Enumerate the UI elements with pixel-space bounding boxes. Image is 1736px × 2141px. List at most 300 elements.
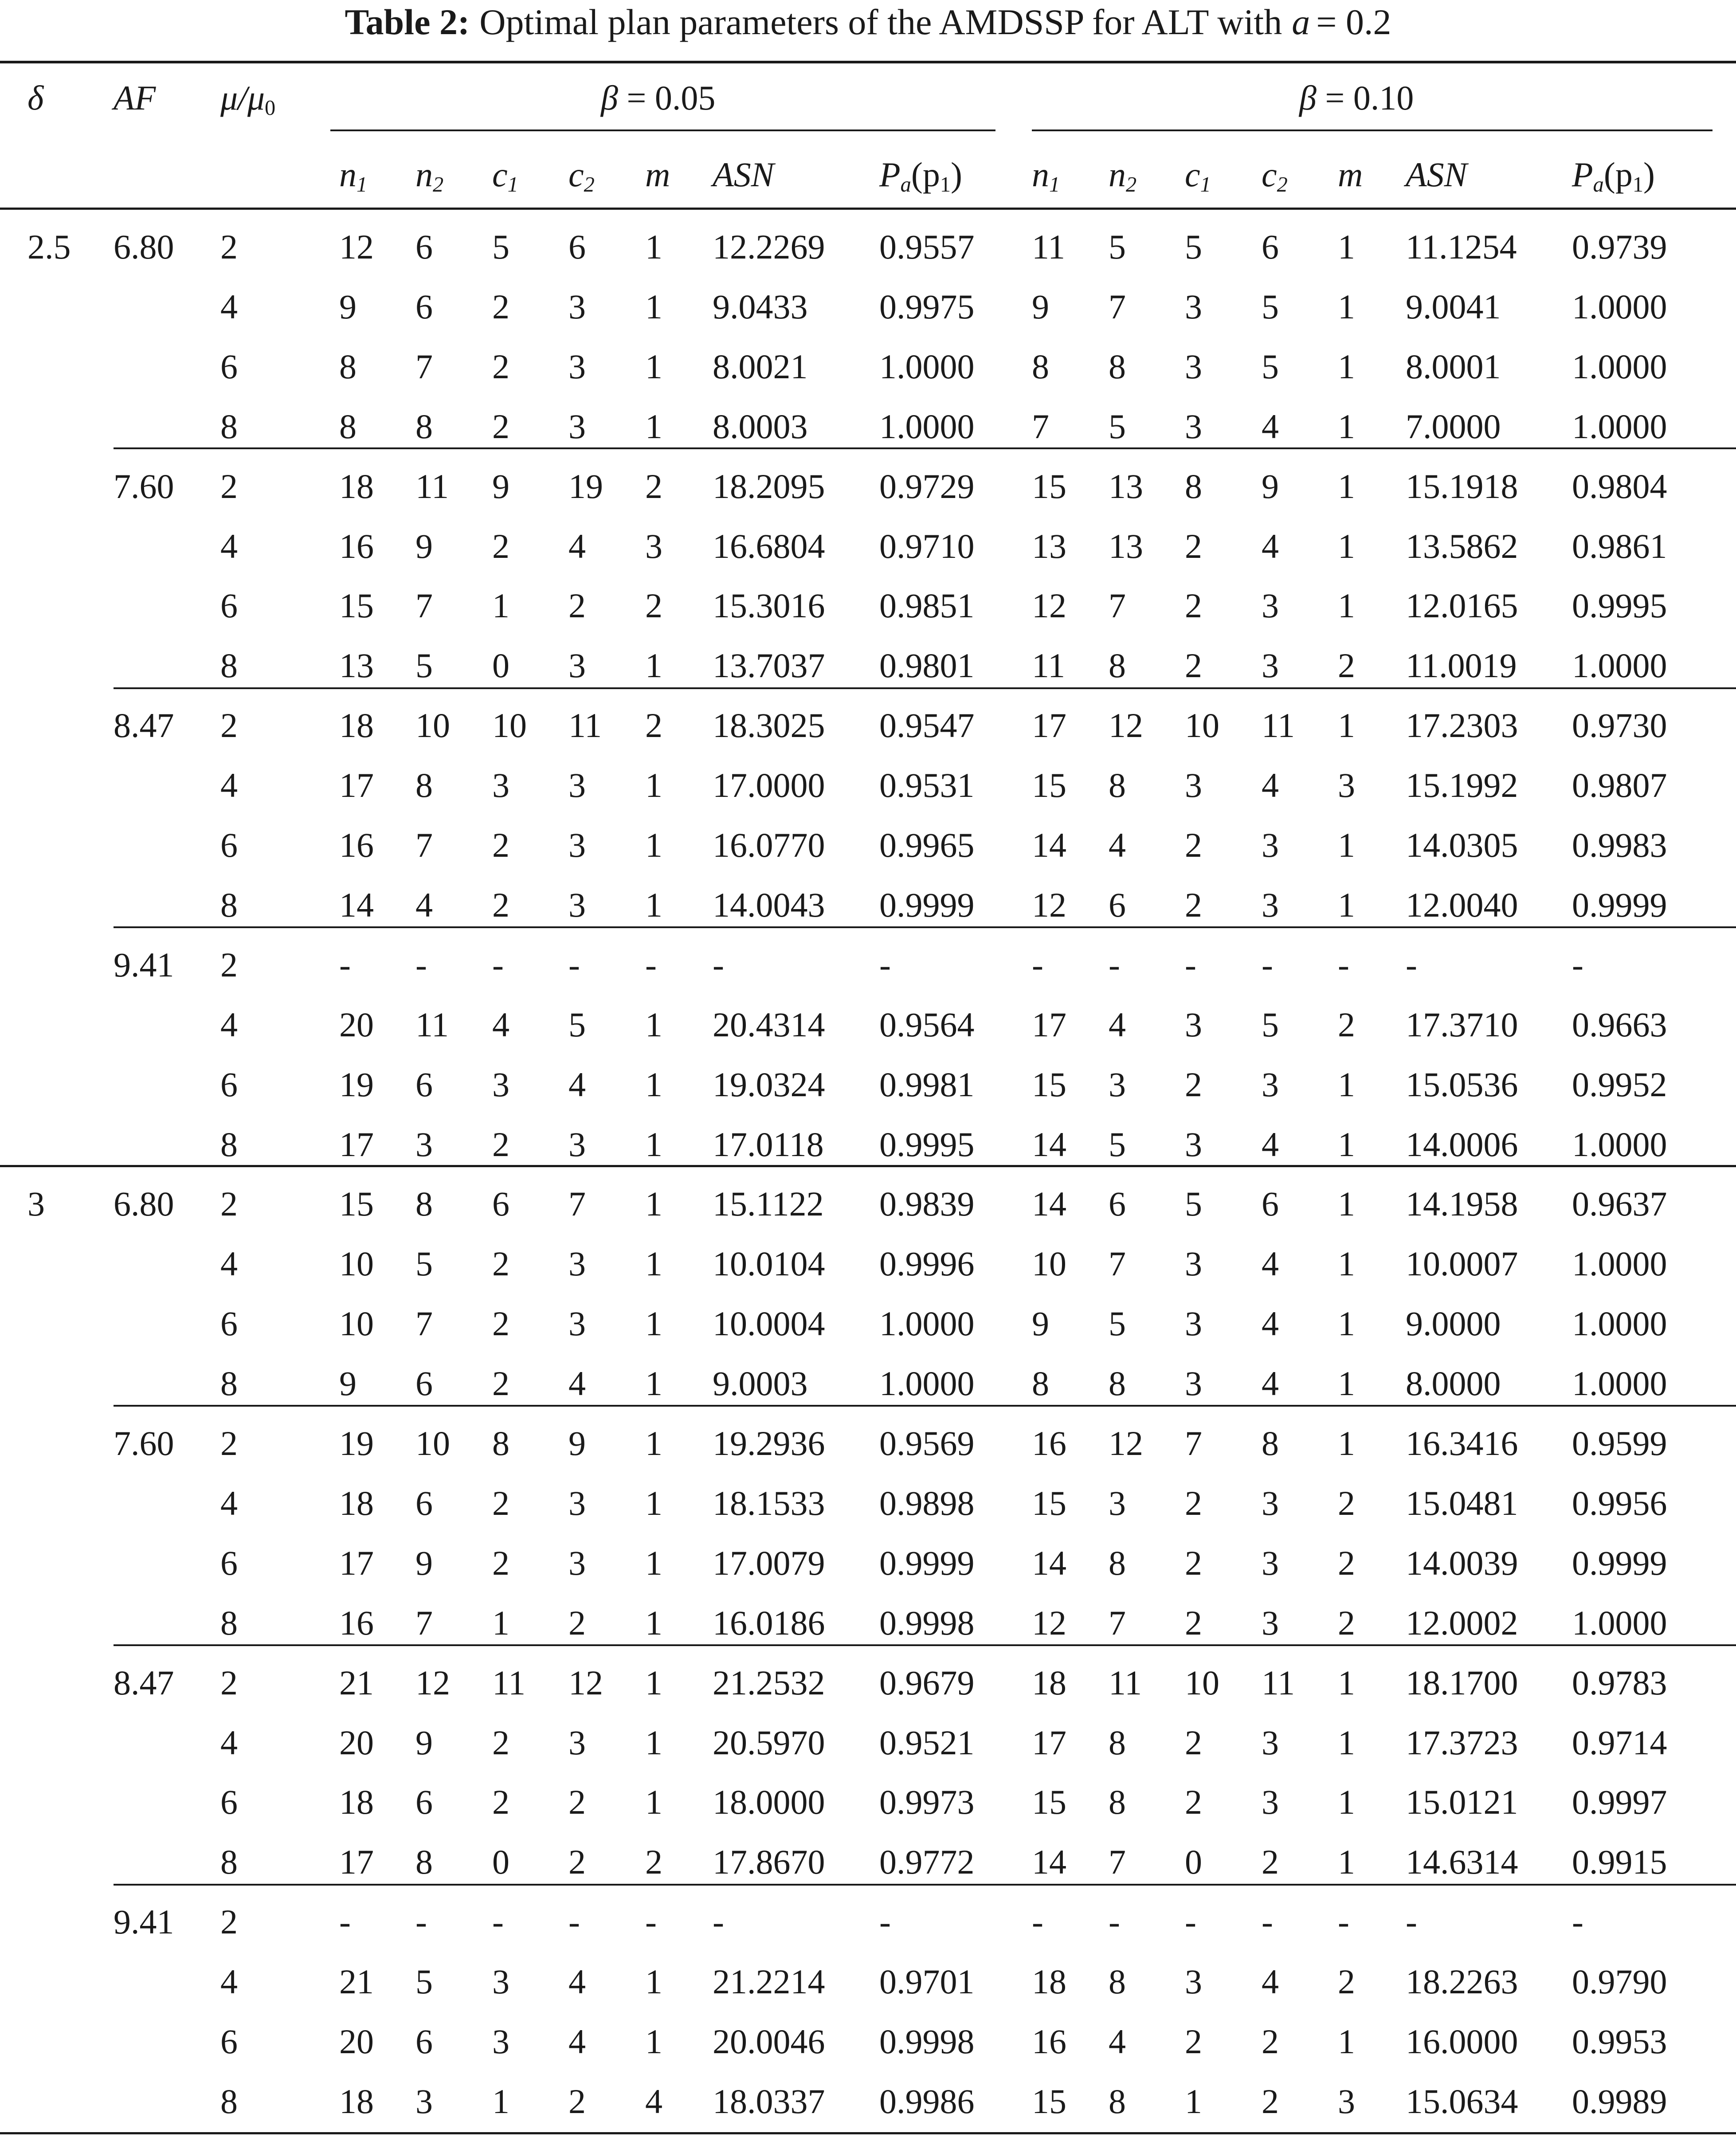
table-cell: 1 (1338, 1723, 1355, 1762)
table-cell: 14 (1032, 1125, 1066, 1164)
table-cell: 3 (1262, 1544, 1279, 1582)
table-cell: 3 (1185, 1364, 1202, 1403)
table-cell: 17 (339, 1125, 374, 1164)
table-cell: 0.9663 (1572, 1005, 1667, 1044)
table-cell: 2 (1262, 2082, 1279, 2121)
table-cell: 8.0021 (713, 347, 808, 386)
table-cell: 8 (1109, 646, 1126, 685)
table-cell: 11 (568, 706, 602, 745)
table-cell: 7 (415, 586, 433, 625)
table-cell: 4 (1262, 1364, 1279, 1403)
table-cell: 1 (1338, 287, 1355, 326)
table-cell: 3 (568, 826, 586, 864)
table-cell: 2 (1185, 826, 1202, 864)
table-cell: 1 (645, 1962, 662, 2001)
table-cell: 1.0000 (1572, 287, 1667, 326)
table-cell: 19 (339, 1065, 374, 1104)
table-cell: 8 (220, 1364, 238, 1403)
table-cell: 8.0003 (713, 407, 808, 446)
table-cell: 0.9861 (1572, 527, 1667, 565)
table-cell: 10 (1032, 1244, 1066, 1283)
table-cell: 8 (1262, 1424, 1279, 1463)
table-cell: 8 (415, 407, 433, 446)
table-cell: 1 (645, 826, 662, 864)
table-cell: 3 (415, 2082, 433, 2121)
table-cell: - (568, 945, 580, 984)
table-cell: 0.9739 (1572, 227, 1667, 266)
table-cell: 1 (492, 1604, 509, 1642)
table-cell: 4 (645, 2082, 662, 2121)
table-cell: 15 (1032, 1065, 1066, 1104)
table-cell: 2 (492, 1723, 509, 1762)
table-cell: 2 (492, 407, 509, 446)
table-cell: 0.9995 (1572, 586, 1667, 625)
table-cell: - (1338, 1902, 1349, 1941)
table-cell: 16 (339, 826, 374, 864)
table-cell: 6 (415, 1065, 433, 1104)
table-cell: 1 (645, 227, 662, 266)
table-cell: 6 (415, 287, 433, 326)
table-cell: 8 (220, 1125, 238, 1164)
table-cell: - (415, 945, 427, 984)
table-cell: 4 (1262, 527, 1279, 565)
table-cell: 2 (1185, 646, 1202, 685)
table-cell: 1.0000 (1572, 1244, 1667, 1283)
table-cell: 1.0000 (1572, 347, 1667, 386)
table-cell: 5 (1262, 1005, 1279, 1044)
table-cell: 18.2263 (1406, 1962, 1518, 2001)
table-cell: 18.1533 (713, 1484, 825, 1522)
table-cell: 1 (1338, 527, 1355, 565)
table-cell: 1 (645, 1304, 662, 1343)
table-cell: 8 (220, 1604, 238, 1642)
table-cell: 4 (492, 1005, 509, 1044)
table-cell: 1 (1338, 2022, 1355, 2061)
table-cell: 3 (645, 527, 662, 565)
table-cell: 9.0433 (713, 287, 808, 326)
table-cell: 14.0006 (1406, 1125, 1518, 1164)
table-cell: 14 (1032, 1544, 1066, 1582)
table-cell: 4 (220, 1962, 238, 2001)
table-cell: 4 (220, 1244, 238, 1283)
table-cell: 8 (1185, 467, 1202, 506)
table-cell: 3 (568, 1723, 586, 1762)
table-cell: 15.1992 (1406, 766, 1518, 804)
table-cell: 2 (645, 467, 662, 506)
table-cell: 4 (415, 886, 433, 924)
table-cell: 0.9965 (879, 826, 975, 864)
table-cell: 1.0000 (1572, 646, 1667, 685)
table-cell: 8 (220, 1843, 238, 1881)
table-cell: 2 (1185, 1604, 1202, 1642)
table-cell: 1 (1338, 1843, 1355, 1881)
table-cell: - (1572, 1902, 1583, 1941)
table-cell: - (339, 1902, 351, 1941)
table-cell: 15 (1032, 766, 1066, 804)
table-cell: 12 (339, 227, 374, 266)
table-cell: 1 (645, 1663, 662, 1702)
table-cell: 18.2095 (713, 467, 825, 506)
table-cell: - (1338, 945, 1349, 984)
table-cell: 10 (415, 706, 450, 745)
table-cell: 3 (1338, 766, 1355, 804)
table-cell: 8 (1109, 1783, 1126, 1821)
table-cell: 2 (220, 1184, 238, 1223)
table-cell: 14 (1032, 1843, 1066, 1881)
table-cell: 6 (220, 826, 238, 864)
table-cell: 0.9953 (1572, 2022, 1667, 2061)
table-cell: 7 (1109, 1244, 1126, 1283)
table-cell: 18 (339, 2082, 374, 2121)
table-cell: 4 (220, 1484, 238, 1522)
table-cell: 4 (1262, 1304, 1279, 1343)
table-cell: - (645, 1902, 657, 1941)
table-cell: 12 (1109, 706, 1143, 745)
table-cell: 2 (645, 706, 662, 745)
table-cell: 3 (568, 1484, 586, 1522)
table-cell: 2 (1185, 1723, 1202, 1762)
table-cell: 3 (1185, 766, 1202, 804)
table-cell: 3 (1109, 1065, 1126, 1104)
table-cell: 3 (1185, 1244, 1202, 1283)
table-cell: 19 (568, 467, 603, 506)
table-cell: 19.0324 (713, 1065, 825, 1104)
table-cell: 8 (339, 347, 357, 386)
table-cell: - (645, 945, 657, 984)
table-cell: - (879, 1902, 891, 1941)
group-rule (114, 1884, 1736, 1886)
table-cell: 2 (1338, 1005, 1355, 1044)
table-cell: 1.0000 (1572, 1604, 1667, 1642)
table-cell: 1.0000 (1572, 407, 1667, 446)
table-cell: 9 (568, 1424, 586, 1463)
table-cell: 3 (568, 1304, 586, 1343)
table-cell: 19 (339, 1424, 374, 1463)
header-mu-ratio: $\mu/\mu_0$ (220, 78, 276, 120)
table-cell: 0.9804 (1572, 467, 1667, 506)
table-cell: 4 (568, 527, 586, 565)
header-beta-005: β = 0.05 (601, 78, 716, 117)
table-cell: 5 (1109, 1304, 1126, 1343)
col-header-n1-b005: $n_1$ (339, 155, 368, 197)
table-cell: 20 (339, 1005, 374, 1044)
table-cell: 1 (645, 1005, 662, 1044)
table-cell: 3 (1262, 1783, 1279, 1821)
table-cell: 0.9783 (1572, 1663, 1667, 1702)
table-cell: 12 (1109, 1424, 1143, 1463)
table-cell: 15.0481 (1406, 1484, 1518, 1522)
table-cell: 3 (1185, 1125, 1202, 1164)
table-cell: 14.1958 (1406, 1184, 1518, 1223)
table-cell: 3 (568, 1125, 586, 1164)
table-cell: 11 (415, 1005, 449, 1044)
table-cell: 10 (415, 1424, 450, 1463)
table-cell: 5 (415, 1962, 433, 2001)
table-cell: 3 (27, 1184, 45, 1223)
table-cell: 1 (645, 1723, 662, 1762)
table-cell: 2 (568, 1843, 586, 1881)
table-cell: 17.0118 (713, 1125, 824, 1164)
table-cell: 8 (220, 646, 238, 685)
table-cell: 2 (1338, 1962, 1355, 2001)
table-cell: 1 (645, 1364, 662, 1403)
table-cell: 19.2936 (713, 1424, 825, 1463)
table-cell: 1.0000 (879, 1364, 975, 1403)
table-cell: 17 (1032, 1723, 1066, 1762)
table-cell: 0.9772 (879, 1843, 975, 1881)
table-cell: 12 (1032, 586, 1066, 625)
table-cell: 15.3016 (713, 586, 825, 625)
table-cell: 2 (1185, 1065, 1202, 1104)
table-cell: 8 (415, 766, 433, 804)
table-cell: 1.0000 (1572, 1304, 1667, 1343)
table-cell: 0.9564 (879, 1005, 975, 1044)
table-cell: 8 (339, 407, 357, 446)
table-cell: 16.0186 (713, 1604, 825, 1642)
table-cell: 9 (1032, 1304, 1049, 1343)
table-cell: 2 (492, 527, 509, 565)
table-cell: 4 (1109, 826, 1126, 864)
table-cell: 9.0000 (1406, 1304, 1501, 1343)
table-cell: 0.9807 (1572, 766, 1667, 804)
top-rule (0, 61, 1736, 63)
table-cell: 1 (1338, 1304, 1355, 1343)
table-cell: 2 (492, 347, 509, 386)
table-cell: 6 (415, 227, 433, 266)
table-cell: 9.41 (114, 945, 174, 984)
table-cell: 6.80 (114, 1184, 174, 1223)
table-cell: 7.60 (114, 467, 174, 506)
table-cell: 17 (339, 766, 374, 804)
table-cell: 5 (415, 1244, 433, 1283)
table-cell: 2.5 (27, 227, 71, 266)
table-cell: 7 (1109, 1843, 1126, 1881)
table-cell: 1 (645, 1783, 662, 1821)
table-cell: 8 (1109, 766, 1126, 804)
table-cell: 10.0007 (1406, 1244, 1518, 1283)
table-cell: 9 (415, 1723, 433, 1762)
col-header-n2-b005: $n_2$ (415, 155, 444, 197)
table-cell: 21 (339, 1663, 374, 1702)
table-cell: 1 (1338, 1783, 1355, 1821)
table-cell: 9 (339, 287, 357, 326)
table-cell: 1 (1338, 1184, 1355, 1223)
table-cell: 15.1122 (713, 1184, 824, 1223)
table-cell: 2 (492, 1125, 509, 1164)
table-cell: 2 (220, 945, 238, 984)
table-cell: 7 (1032, 407, 1049, 446)
bottom-rule (0, 2132, 1736, 2134)
table-cell: 0.9679 (879, 1663, 975, 1702)
table-cell: 11 (1032, 227, 1066, 266)
col-header-m-b010: m (1338, 155, 1363, 194)
table-cell: 6 (1109, 886, 1126, 924)
table-cell: - (1262, 945, 1273, 984)
table-cell: 1 (492, 586, 509, 625)
table-cell: 0.9986 (879, 2082, 975, 2121)
table-cell: 4 (1262, 1962, 1279, 2001)
header-af: AF (114, 78, 156, 117)
table-cell: 1 (645, 1544, 662, 1582)
table-cell: 5 (415, 646, 433, 685)
table-cell: - (415, 1902, 427, 1941)
table-cell: 11.0019 (1406, 646, 1517, 685)
group-rule (114, 1644, 1736, 1646)
header-bottom-rule (0, 208, 1736, 210)
table-cell: 4 (1262, 407, 1279, 446)
table-cell: 12 (415, 1663, 450, 1702)
table-cell: 20 (339, 1723, 374, 1762)
table-cell: 8 (492, 1424, 509, 1463)
table-cell: 14.0039 (1406, 1544, 1518, 1582)
table-cell: 15 (1032, 467, 1066, 506)
table-cell: 1 (1338, 706, 1355, 745)
table-cell: 1 (1338, 886, 1355, 924)
table-cell: 8 (220, 407, 238, 446)
table-cell: 2 (1185, 586, 1202, 625)
table-cell: 11 (1109, 1663, 1142, 1702)
table-cell: 3 (1338, 2082, 1355, 2121)
table-cell: 16 (339, 1604, 374, 1642)
caption-param-value: = 0.2 (1316, 2, 1391, 42)
table-cell: 10.0104 (713, 1244, 825, 1283)
table-cell: 0.9999 (879, 1544, 975, 1582)
table-cell: 10 (1185, 706, 1219, 745)
header-delta: δ (27, 78, 44, 117)
table-cell: 1.0000 (1572, 1364, 1667, 1403)
table-cell: 11 (1262, 706, 1295, 745)
table-cell: - (1406, 1902, 1417, 1941)
group-rule (114, 926, 1736, 928)
col-header-pa-b010: $P_a(p_1)$ (1572, 155, 1655, 197)
table-cell: 2 (568, 586, 586, 625)
table-cell: 6.80 (114, 227, 174, 266)
table-cell: 2 (568, 1604, 586, 1642)
table-cell: - (1406, 945, 1417, 984)
table-cell: 16.3416 (1406, 1424, 1518, 1463)
table-cell: 0.9998 (879, 1604, 975, 1642)
table-cell: 16 (1032, 1424, 1066, 1463)
table-cell: 1 (645, 1065, 662, 1104)
table-cell: 1.0000 (879, 1304, 975, 1343)
table-cell: 9.41 (114, 1902, 174, 1941)
table-cell: 18 (339, 1484, 374, 1522)
table-cell: 4 (220, 527, 238, 565)
table-cell: 0.9989 (1572, 2082, 1667, 2121)
table-cell: 4 (220, 287, 238, 326)
table-cell: 6 (220, 586, 238, 625)
table-cell: 21.2214 (713, 1962, 825, 2001)
table-cell: 0.9801 (879, 646, 975, 685)
table-cell: 1.0000 (879, 347, 975, 386)
table-cell: 6 (1262, 227, 1279, 266)
table-cell: 1 (1338, 347, 1355, 386)
table-cell: 11.1254 (1406, 227, 1517, 266)
table-cell: 0.9981 (879, 1065, 975, 1104)
table-cell: 7 (415, 826, 433, 864)
table-cell: - (492, 945, 504, 984)
table-cell: 3 (1185, 1304, 1202, 1343)
table-cell: 0.9956 (1572, 1484, 1667, 1522)
table-cell: 18.3025 (713, 706, 825, 745)
table-cell: 7 (415, 1304, 433, 1343)
table-cell: 0.9983 (1572, 826, 1667, 864)
table-cell: 5 (1262, 287, 1279, 326)
table-cell: 17 (1032, 1005, 1066, 1044)
table-cell: 16.6804 (713, 527, 825, 565)
table-cell: 1 (1338, 1125, 1355, 1164)
table-cell: 2 (1338, 1544, 1355, 1582)
table-cell: 0.9915 (1572, 1843, 1667, 1881)
table-cell: 14.0043 (713, 886, 825, 924)
table-cell: 0.9898 (879, 1484, 975, 1522)
table-cell: 17 (1032, 706, 1066, 745)
table-cell: 4 (1109, 2022, 1126, 2061)
table-cell: 0.9531 (879, 766, 975, 804)
table-cell: 12.0165 (1406, 586, 1518, 625)
table-cell: 3 (1185, 407, 1202, 446)
table-cell: 2 (220, 467, 238, 506)
table-cell: 6 (415, 2022, 433, 2061)
table-cell: 4 (1262, 1244, 1279, 1283)
table-cell: 7 (1109, 287, 1126, 326)
table-cell: 3 (492, 1962, 509, 2001)
table-cell: 12.0002 (1406, 1604, 1518, 1642)
table-cell: 1 (1338, 467, 1355, 506)
table-cell: 0.9637 (1572, 1184, 1667, 1223)
col-header-n2-b010: $n_2$ (1109, 155, 1137, 197)
table-cell: 8 (1109, 1723, 1126, 1762)
table-cell: 1 (645, 347, 662, 386)
table-cell: 15.0536 (1406, 1065, 1518, 1104)
table-cell: 2 (220, 227, 238, 266)
table-cell: 2 (1185, 2022, 1202, 2061)
table-cell: 14 (1032, 1184, 1066, 1223)
col-header-asn-b005: ASN (713, 155, 774, 194)
table-cell: 8 (1109, 1962, 1126, 2001)
table-cell: 1 (645, 407, 662, 446)
table-cell: 18.0000 (713, 1783, 825, 1821)
table-cell: 14.0305 (1406, 826, 1518, 864)
table-cell: 6 (220, 1304, 238, 1343)
table-cell: 3 (1262, 1604, 1279, 1642)
table-cell: 1 (645, 886, 662, 924)
table-cell: 1 (1338, 1065, 1355, 1104)
table-cell: 2 (1185, 1783, 1202, 1821)
table-cell: 7.60 (114, 1424, 174, 1463)
table-cell: 12 (568, 1663, 603, 1702)
table-cell: 14.6314 (1406, 1843, 1518, 1881)
table-cell: 15 (339, 586, 374, 625)
table-cell: 0.9999 (879, 886, 975, 924)
table-cell: 8 (415, 1184, 433, 1223)
table-cell: 12.2269 (713, 227, 825, 266)
table-cell: 2 (220, 1424, 238, 1463)
table-cell: 3 (568, 347, 586, 386)
table-cell: 0.9599 (1572, 1424, 1667, 1463)
table-cell: 0.9996 (879, 1244, 975, 1283)
table-cell: 0.9701 (879, 1962, 975, 2001)
table-cell: 1 (1338, 586, 1355, 625)
table-cell: 4 (220, 1005, 238, 1044)
table-cell: 9 (1032, 287, 1049, 326)
table-cell: 3 (1262, 586, 1279, 625)
table-cell: 17 (339, 1843, 374, 1881)
table-cell: 3 (568, 646, 586, 685)
table-cell: 20 (339, 2022, 374, 2061)
table-cell: 10 (339, 1244, 374, 1283)
table-cell: 2 (1262, 2022, 1279, 2061)
